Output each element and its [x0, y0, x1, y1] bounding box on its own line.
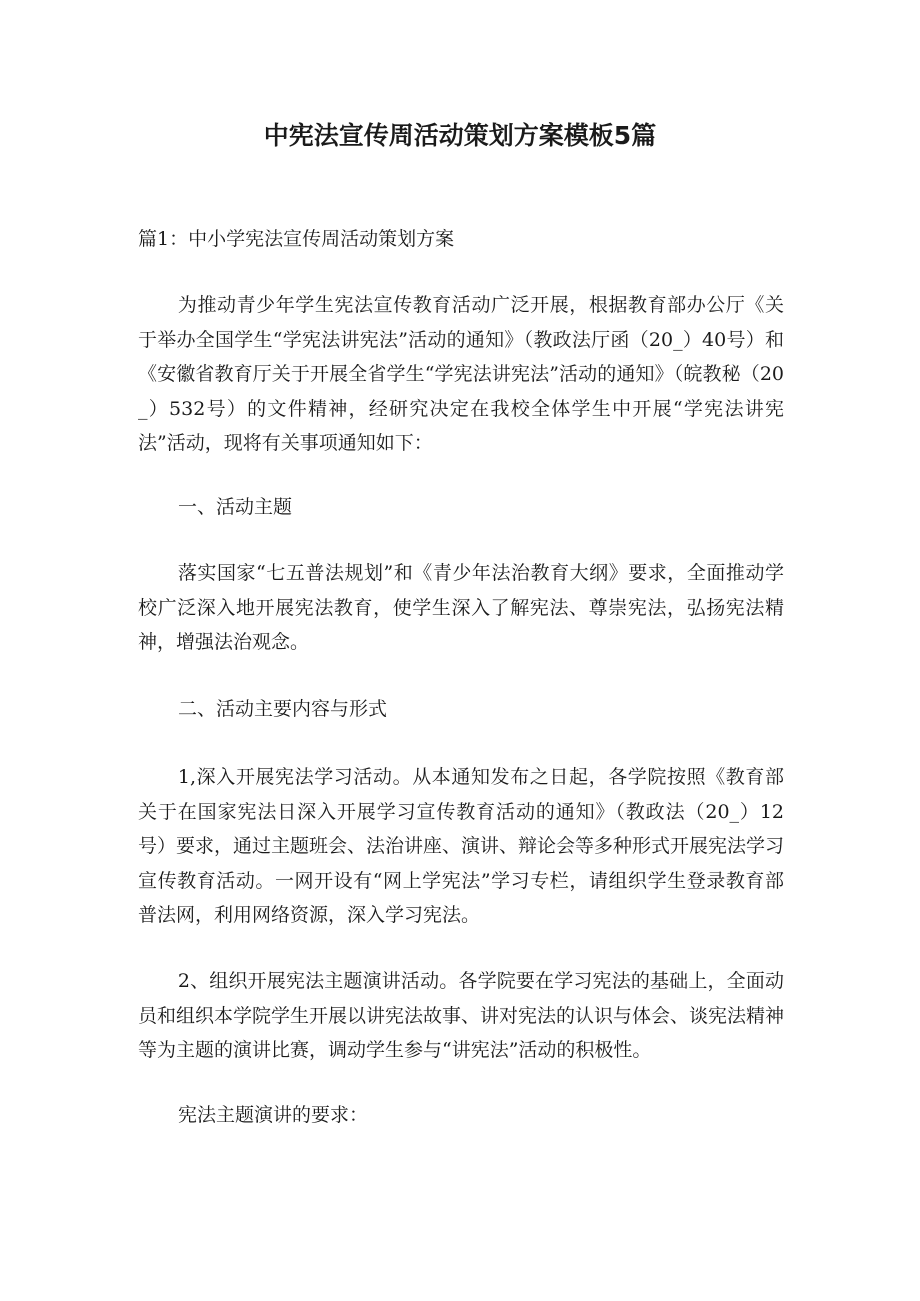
paragraph-study-activity: 1,深入开展宪法学习活动。从本通知发布之日起，各学院按照《教育部关于在国家宪法日深入开展学习宣传教育活动的通知》（教政法（20_）12号）要求，通过主题班会、法治讲座、演讲、辩论会等多种形式开展宪法学习宣传教育活动。一网开设有“网上学宪法”学习专栏，请组织学生登录教育部普法网，利用网络资源，深入学习宪法。 [138, 766, 785, 927]
heading-activity-content: 二、活动主要内容与形式 [178, 698, 388, 720]
intro-paragraph: 为推动青少年学生宪法宣传教育活动广泛开展，根据教育部办公厅《关于举办全国学生“学宪法讲宪法”活动的通知》（教政法厅函（20_）40号）和《安徽省教育厅关于开展全省学生“学宪法讲宪法”活动的通知》（皖教秘（20_）532号）的文件精神，经研究决定在我校全体学生中开展“学宪法讲宪法”活动，现将有关事项通知如下： [138, 294, 784, 455]
paragraph-activity-theme: 落实国家“七五普法规划”和《青少年法治教育大纲》要求，全面推动学校广泛深入地开展宪法教育，使学生深入了解宪法、尊崇宪法，弘扬宪法精神，增强法治观念。 [138, 562, 784, 654]
paragraph-speech-activity: 2、组织开展宪法主题演讲活动。各学院要在学习宪法的基础上，全面动员和组织本学院学生开展以讲宪法故事、讲对宪法的认识与体会、谈宪法精神等为主题的演讲比赛，调动学生参与“讲宪法”活动的积极性。 [138, 970, 785, 1062]
heading-speech-requirements: 宪法主题演讲的要求： [178, 1104, 369, 1126]
document-title: 中宪法宣传周活动策划方案模板5篇 [263, 121, 657, 150]
section-heading: 篇1：中小学宪法宣传周活动策划方案 [138, 228, 455, 250]
heading-activity-theme: 一、活动主题 [178, 496, 293, 518]
